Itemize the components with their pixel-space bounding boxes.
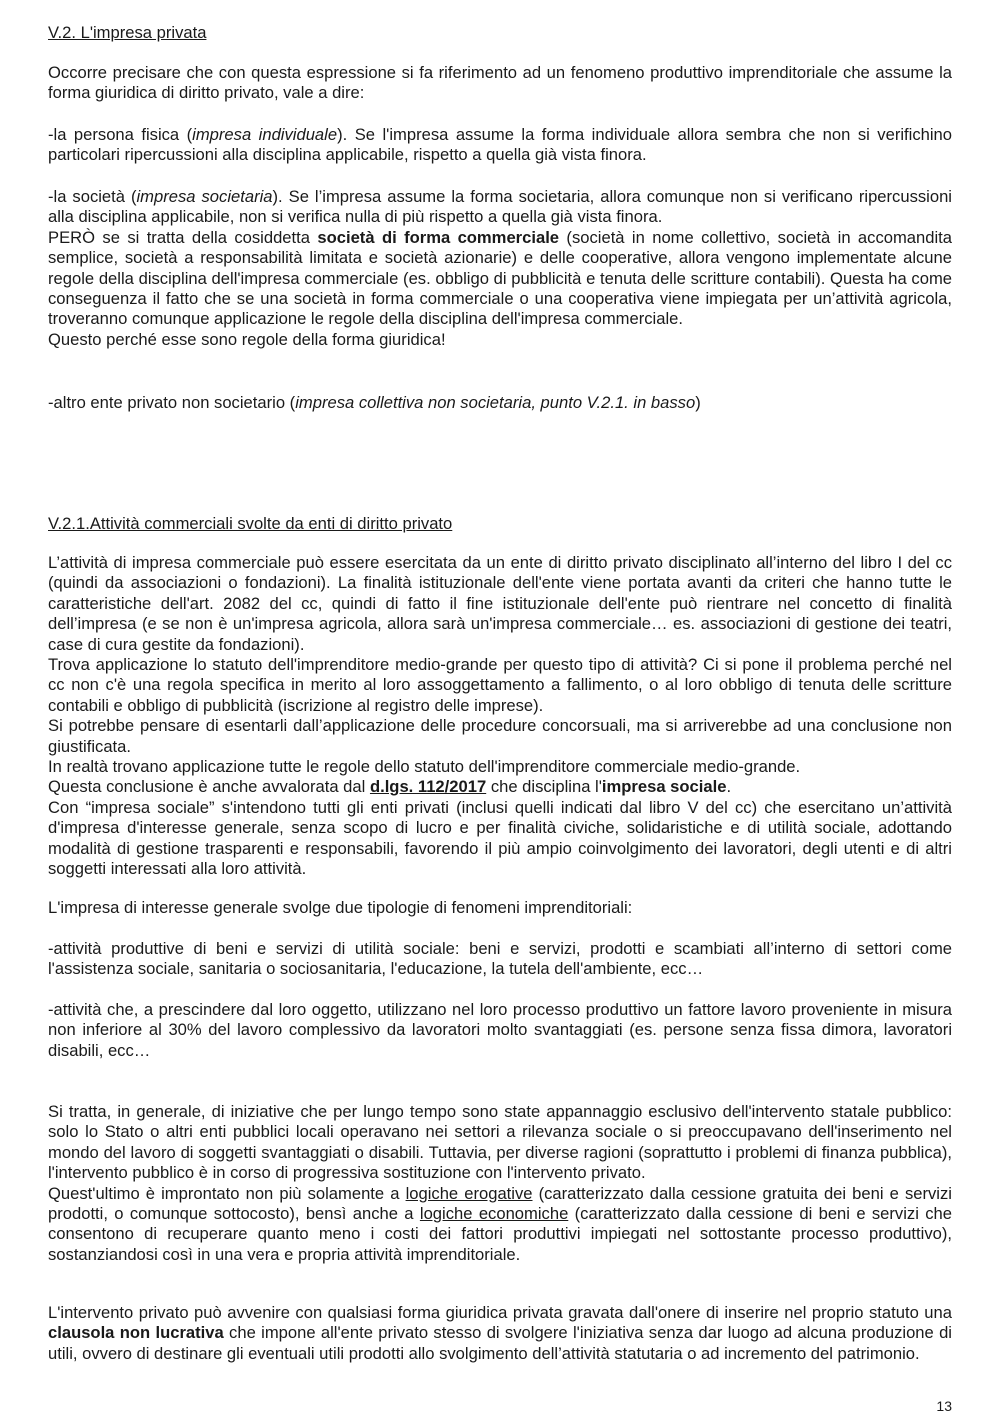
intervento-p11: Quest'ultimo è improntato non più solamente a logiche erogative (caratterizzato dalla cessione gratuita dei beni e servizi prodotti, o comunque sottocosto), bensì anche a logiche economiche (caratterizzato dalla cessione di beni e servizi che consentono di recuperare quanto meno i costi dei fattori produttivi impiegati nel sottostante processo produttivo), sostanziandosi così in una vera e propria attività imprenditoriale.	[48, 1183, 952, 1264]
pero-text: PERÒ se si tratta della cosiddetta società di forma commerciale (società in nome collettivo, società in accomandita semplice, società a responsabilità limitata e società azionarie) e delle cooperative, allora vengono implementate alcune regole della disciplina dell'impresa commerciale (es. obbligo di pubblicità e tenuta delle scritture contabili). Questa ha come conseguenza il fatto che se una società in forma commerciale o una cooperativa viene impiegata per un’attività agricola, troveranno comunque applicazione le regole della disciplina dell'impresa commerciale.	[48, 227, 953, 329]
enti-p1: L’attività di impresa commerciale può essere esercitata da un ente di diritto privato disciplinato all’interno del libro I del cc (quindi da associazioni o fondazioni). La finalità istituzionale dell'ente viene portata avanti da criteri che hanno tutte le caratteristiche dell'art. 2082 del cc, quindi di fatto il fine istituzionale dell'ente può rientrare nel concetto di finalità dell’impresa (e se non è un'impresa agricola, allora sarà un'impresa commerciale… es. associazioni di gestione dei teatri, case di cura gestite da fondazioni).	[48, 553, 952, 654]
persona-fisica-text: -la persona fisica (impresa individuale). Se l'impresa assume la forma individuale allora sembra che non si verifichino particolari ripercussioni alla disciplina applicabile, rispetto a quella già vista finora.	[48, 125, 952, 165]
intro-text: Occorre precisare che con questa espressione si fa riferimento ad un fenomeno produttivo imprenditoriale che assume la forma giuridica di diritto privato, vale a dire:	[48, 63, 952, 103]
clausola-text: L'intervento privato può avvenire con qualsiasi forma giuridica privata gravata dall'onere di inserire nel proprio statuto una clausola non lucrativa che impone all'ente privato stesso di svolgere l'iniziativa senza dar luogo ad alcuna produzione di utili, ovvero di destinare gli eventuali utili prodotti allo svolgimento dell’attività statutaria o ad incremento del patrimonio.	[48, 1303, 952, 1363]
section-heading-v21: V.2.1.Attività commerciali svolte da enti di diritto privato	[48, 514, 453, 533]
enti-p3: Si potrebbe pensare di esentarli dall’applicazione delle procedure concorsuali, ma si arriverebbe ad una conclusione non giustificata.	[48, 716, 952, 756]
paragraph-group-intervento	[48, 1102, 952, 1265]
enti-p5: Questa conclusione è anche avvalorata dal d.lgs. 112/2017 che disciplina l'impresa sociale.	[48, 777, 732, 797]
paragraph-societa	[48, 187, 952, 350]
questo-perche-text: Questo perché esse sono regole della forma giuridica!	[48, 329, 446, 349]
page-number: 13	[936, 1398, 952, 1414]
societa-text: -la società (impresa societaria). Se l’impresa assume la forma societaria, allora comunque non si verificano ripercussioni alla disciplina applicabile, non si verifica nulla di più rispetto a quella già vista finora.	[48, 187, 952, 227]
paragraph-attivita-lavoro	[48, 1000, 952, 1061]
attivita-lavoro-text: -attività che, a prescindere dal loro oggetto, utilizzano nel loro processo produttivo un fattore lavoro proveniente in misura non inferiore al 30% del lavoro complessivo da lavoratori molto svantaggiati (es. persone senza fissa dimora, lavoratori disabili, ecc…	[48, 1000, 952, 1060]
paragraph-altro-ente	[48, 393, 952, 413]
enti-p6: Con “impresa sociale” s'intendono tutti gli enti privati (inclusi quelli indicati dal libro V del cc) che esercitano un’attività d'impresa d'interesse generale, senza scopo di lucro e per finalità civiche, solidaristiche e di utilità sociale, adottando modalità di gestione trasparenti e responsabili, favorendo il più ampio coinvolgimento dei lavoratori, degli utenti e di altri soggetti interessati alla loro attività.	[48, 797, 952, 879]
tipologie-text: L'impresa di interesse generale svolge due tipologie di fenomeni imprenditoriali:	[48, 898, 633, 917]
enti-p2: Trova applicazione lo statuto dell'imprenditore medio-grande per questo tipo di attività? Ci si pone il problema perché nel cc non c'è una regola specifica in merito al loro assoggettamento a fallimento, o al loro obbligo di tenuta delle scritture contabili e obbligo di pubblicità (iscrizione al registro delle imprese).	[48, 655, 952, 715]
section-heading-v2: V.2. L'impresa privata	[48, 23, 207, 42]
altro-ente-text: -altro ente privato non societario (impresa collettiva non societaria, punto V.2.1. in basso)	[48, 393, 701, 412]
paragraph-clausola	[48, 1303, 952, 1364]
enti-p4: In realtà trovano applicazione tutte le regole dello statuto dell'imprenditore commerciale medio-grande.	[48, 757, 801, 777]
paragraph-tipologie	[48, 898, 952, 918]
paragraph-attivita-produttive	[48, 939, 952, 980]
paragraph-group-enti	[48, 553, 952, 880]
attivita-produttive-text: -attività produttive di beni e servizi di utilità sociale: beni e servizi, prodotti e scambiati all’interno di settori come l'assistenza sociale, sanitaria o sociosanitaria, l'educazione, la tutela dell'ambiente, ecc…	[48, 939, 952, 979]
intervento-p10: Si tratta, in generale, di iniziative che per lungo tempo sono state appannaggio esclusivo dell'intervento statale pubblico: solo lo Stato o altri enti pubblici locali operavano nei settori a rilevanza sociale o si preoccupavano dell'inserimento nel mondo del lavoro di soggetti svantaggiati o disabili. Tuttavia, per diverse ragioni (soprattutto i problemi di finanza pubblica), l'intervento pubblico è in corso di progressiva sostituzione con l'intervento privato.	[48, 1102, 952, 1183]
paragraph-persona-fisica	[48, 125, 952, 166]
paragraph-intro	[48, 63, 952, 104]
